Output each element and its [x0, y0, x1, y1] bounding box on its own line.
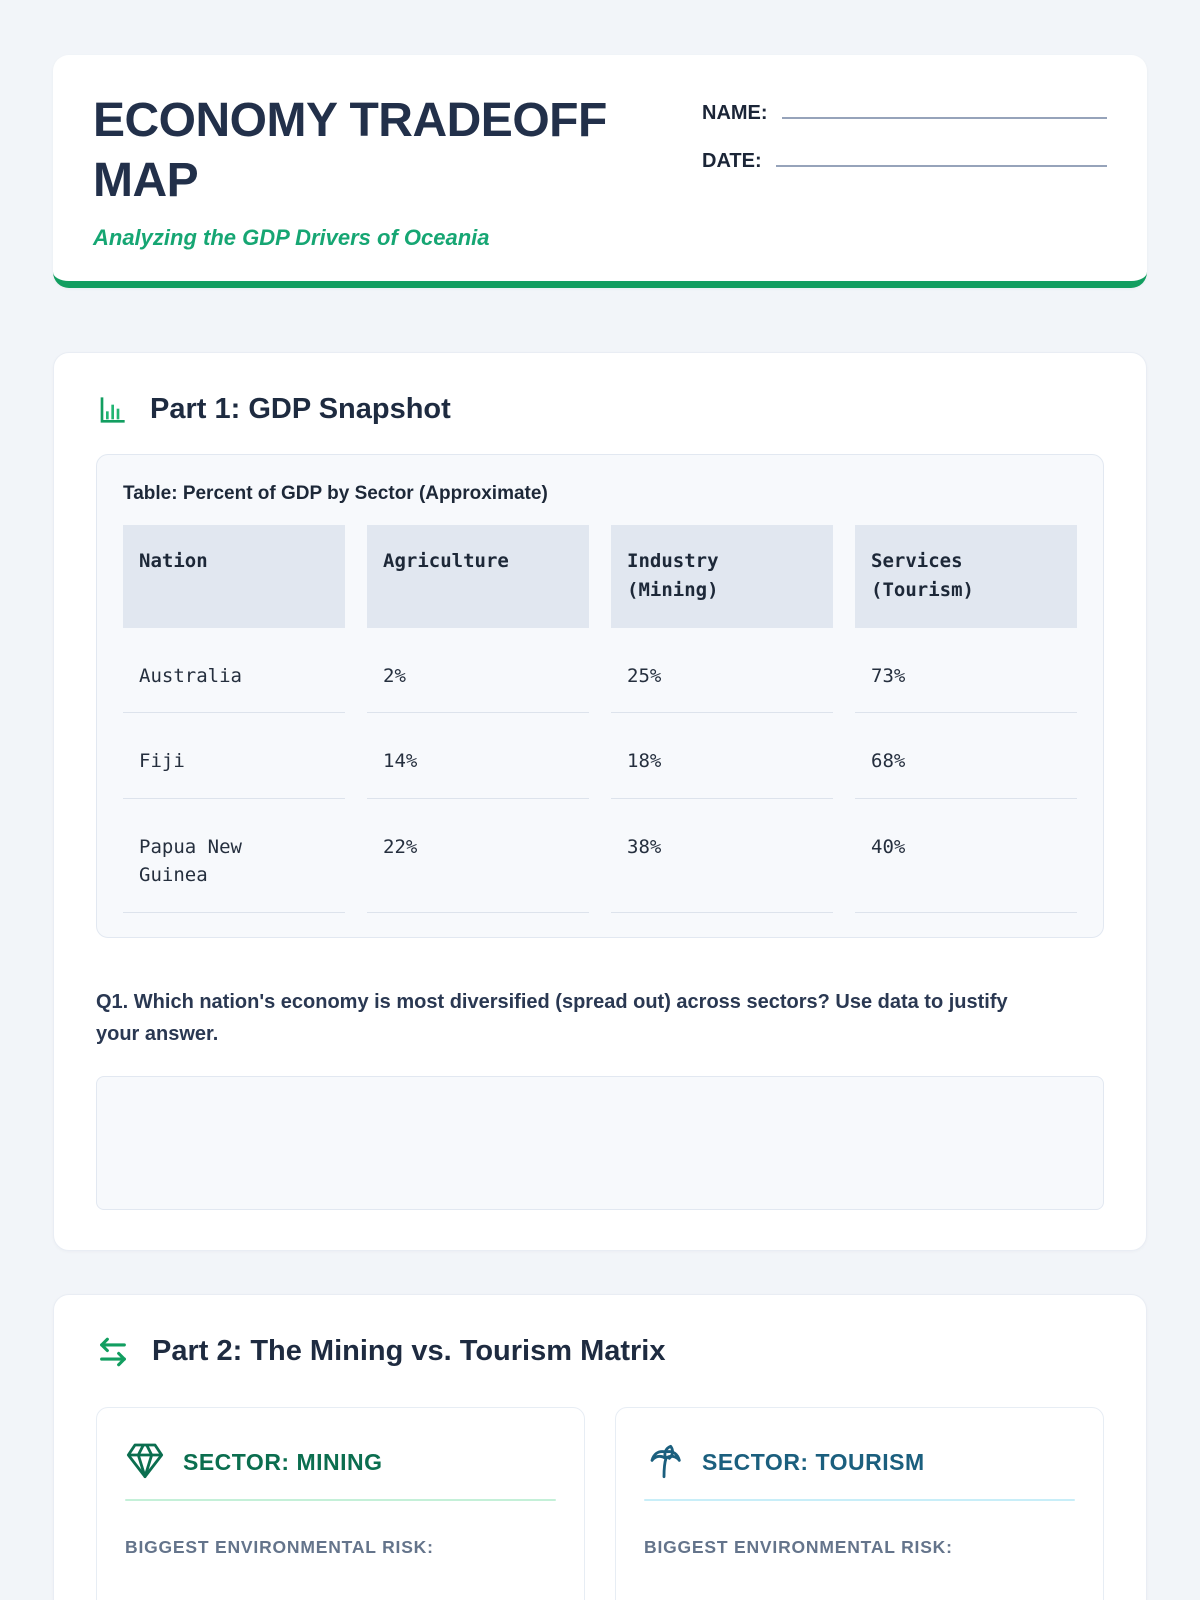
table-cell: 18% [611, 713, 833, 799]
table-cell: 40% [855, 799, 1077, 913]
column-header-industry: Industry (Mining) [611, 525, 833, 628]
part2-heading: Part 2: The Mining vs. Tourism Matrix [152, 1335, 666, 1368]
bar-chart-icon [96, 394, 128, 426]
header-title-block [93, 91, 673, 251]
mining-divider [125, 1499, 556, 1501]
header-fields [702, 91, 1107, 251]
table-cell: 68% [855, 713, 1077, 799]
sector-card-tourism [615, 1407, 1104, 1600]
table-cell: 2% [367, 628, 589, 714]
name-input-line[interactable] [782, 95, 1107, 119]
part1-heading: Part 1: GDP Snapshot [150, 393, 451, 425]
part2-section [53, 1294, 1147, 1600]
column-header-services: Services (Tourism) [855, 525, 1077, 628]
column-header-nation: Nation [123, 525, 345, 628]
gdp-table-panel [96, 454, 1104, 938]
tourism-header [644, 1440, 1075, 1485]
date-input-line[interactable] [776, 143, 1107, 167]
date-field [702, 143, 1107, 173]
mining-risk-label: BIGGEST ENVIRONMENTAL RISK: [125, 1536, 434, 1557]
table-cell: 22% [367, 799, 589, 913]
q1-answer-box[interactable] [96, 1076, 1104, 1210]
table-cell-nation: Australia [123, 628, 345, 714]
mining-sector-label: SECTOR: MINING [183, 1448, 383, 1475]
page-title: ECONOMY TRADEOFF MAP [93, 94, 607, 207]
part1-heading-row [96, 393, 1104, 426]
tourism-sector-label: SECTOR: TOURISM [702, 1448, 925, 1475]
tourism-divider [644, 1499, 1075, 1501]
swap-arrows-icon [96, 1335, 130, 1369]
header-card [53, 55, 1147, 288]
gdp-table-title: Table: Percent of GDP by Sector (Approximate) [123, 483, 548, 504]
table-cell: 38% [611, 799, 833, 913]
table-cell-nation: Fiji [123, 713, 345, 799]
name-field [702, 95, 1107, 125]
column-header-agriculture: Agriculture [367, 525, 589, 628]
table-cell: 25% [611, 628, 833, 714]
mining-header [125, 1440, 556, 1485]
gem-icon [125, 1440, 165, 1485]
date-label: DATE: [702, 150, 762, 172]
part1-section [53, 352, 1147, 1251]
table-cell: 14% [367, 713, 589, 799]
name-label: NAME: [702, 102, 768, 124]
table-cell: 73% [855, 628, 1077, 714]
page-subtitle: Analyzing the GDP Drivers of Oceania [93, 225, 490, 250]
part2-heading-row [96, 1335, 1104, 1369]
question-q1: Q1. Which nation's economy is most diversified (spread out) across sectors? Use data to justify your answer. [96, 990, 1008, 1045]
palm-tree-icon [644, 1440, 684, 1485]
sector-card-mining [96, 1407, 585, 1600]
sector-matrix [96, 1407, 1104, 1600]
table-cell-nation: Papua New Guinea [123, 799, 345, 913]
gdp-table [123, 525, 1077, 913]
tourism-risk-label: BIGGEST ENVIRONMENTAL RISK: [644, 1536, 953, 1557]
